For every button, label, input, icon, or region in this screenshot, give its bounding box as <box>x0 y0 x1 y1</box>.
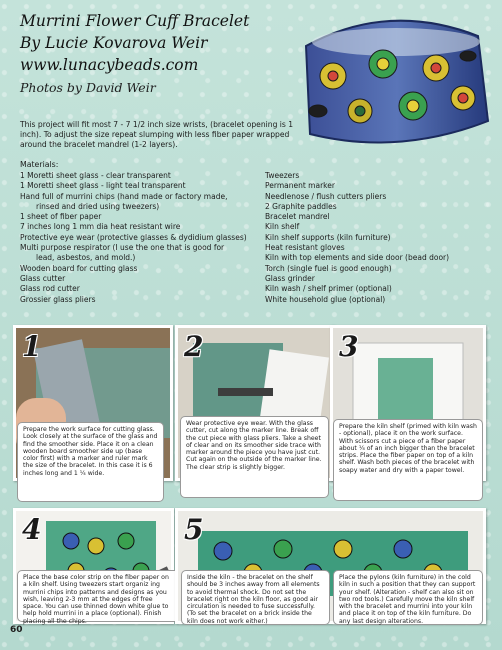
material-item: Protective eye wear (protective glasses & dydidium glasses) <box>20 232 247 242</box>
step-3-caption: Prepare the kiln shelf (primed with kiln wash - optional), place it on the work surface. With scissors cut a piece of a fiber paper about ¼ of an inch bigger than the bracelet strips. Place the fiber paper on top of a kiln shelf. Wash both pieces of the bracelet with soapy water and dry with a paper towel. <box>333 419 483 501</box>
intro-text: This project will fit most 7 - 7 1/2 inch size wrists, (bracelet opening is 1 inch). To adjust the size repeat slumping with less fiber paper wrapped around the bracelet mandrel (1-2 layers). <box>20 120 294 149</box>
materials-list-right <box>265 171 485 305</box>
page-number: 60 <box>10 625 23 635</box>
step-number: 1 <box>22 330 42 363</box>
material-item: lead, asbestos, and mold.) <box>36 253 136 263</box>
material-item: Tweezers <box>265 171 300 180</box>
material-item: Glass grinder <box>265 273 315 283</box>
photo-credit: Photos by David Weir <box>20 80 156 95</box>
material-item: Kiln with top elements and side door (bead door) <box>265 253 450 263</box>
material-item: 2 Graphite paddles <box>265 201 337 211</box>
author-line: By Lucie Kovarova Weir <box>20 34 208 52</box>
material-item: Heat resistant gloves <box>265 243 345 253</box>
material-item: Hand full of murrini chips (hand made or factory made, <box>20 191 228 201</box>
step-number: 2 <box>184 330 204 363</box>
material-item: 1 Moretti sheet glass - clear transparent <box>20 171 171 180</box>
material-item: rinsed and dried using tweezers) <box>36 201 160 211</box>
material-item: Multi purpose respirator (I use the one that is good for <box>20 243 225 253</box>
title-block <box>20 10 310 95</box>
bracelet-photo <box>288 6 494 156</box>
step-4-caption: Place the base color strip on the fiber paper on a kiln shelf. Using tweezers start organiz ing murrini chips into patterns and designs as you wish, leaving 2-3 mm at the edges of free space. You can use thinned down white glue to help hold murrini in a place (optional). Finish placing all the chips. <box>17 570 180 622</box>
material-item: Glass rod cutter <box>20 284 80 294</box>
step-number: 3 <box>339 330 359 363</box>
material-item: Wooden board for cutting glass <box>20 263 138 273</box>
step-5-caption-right: Place the pylons (kiln furniture) in the cold kiln in such a position that they can support your shelf. (Alteration - shelf can also sit on two rod tools.) Carefully move the kiln shelf with the bracelet and murrini into your kiln and place it on top of the kiln furniture. Do any last design alterations. <box>333 570 483 625</box>
material-item: 1 sheet of fiber paper <box>20 212 102 222</box>
materials-heading: Materials: <box>20 160 59 169</box>
materials-list-left <box>20 171 265 305</box>
material-item: Grossier glass pliers <box>20 294 96 304</box>
step-2-caption: Wear protective eye wear. With the glass cutter, cut along the marker line. Break off the cut piece with glass pliers. Take a sheet of clear and on its smoother side trace with marker around the piece you have just cut. Cut again on the outside of the marker line. The clear strip is slightly bigger. <box>180 416 329 498</box>
website-line: www.lunacybeads.com <box>20 56 199 74</box>
material-item: Needlenose / flush cutters pliers <box>265 191 387 201</box>
step-number: 4 <box>22 513 42 546</box>
step-5-caption-left: Inside the kiln - the bracelet on the shelf should be 3 inches away from all elements to avoid thermal shock. Do not set the bracelet right on the kiln floor, as good air circulation is needed to fuse successfully. (To set the bracelet on a brick inside the kiln does not work either.) <box>181 570 330 625</box>
material-item: 7 inches long 1 mm dia heat resistant wire <box>20 222 181 232</box>
page-title: Murrini Flower Cuff Bracelet <box>20 12 250 30</box>
material-item: Kiln wash / shelf primer (optional) <box>265 284 392 294</box>
step-1-caption: Prepare the work surface for cutting glass. Look closely at the surface of the glass and find the smoother side. Place it on a clean wooden board smoother side up (base color first) with a marker and ruler mark the size of the bracelet. In this case it is 6 inches long and 1 ¼ wide. <box>17 422 164 502</box>
material-item: Kiln shelf <box>265 222 300 232</box>
material-item: White household glue (optional) <box>265 294 386 304</box>
step-number: 5 <box>184 513 204 546</box>
material-item: Bracelet mandrel <box>265 212 330 222</box>
material-item: Torch (single fuel is good enough) <box>265 263 392 273</box>
material-item: 1 Moretti sheet glass - light teal transparent <box>20 181 186 191</box>
material-item: Permanent marker <box>265 181 335 191</box>
material-item: Kiln shelf supports (kiln furniture) <box>265 232 391 242</box>
material-item: Glass cutter <box>20 273 66 283</box>
